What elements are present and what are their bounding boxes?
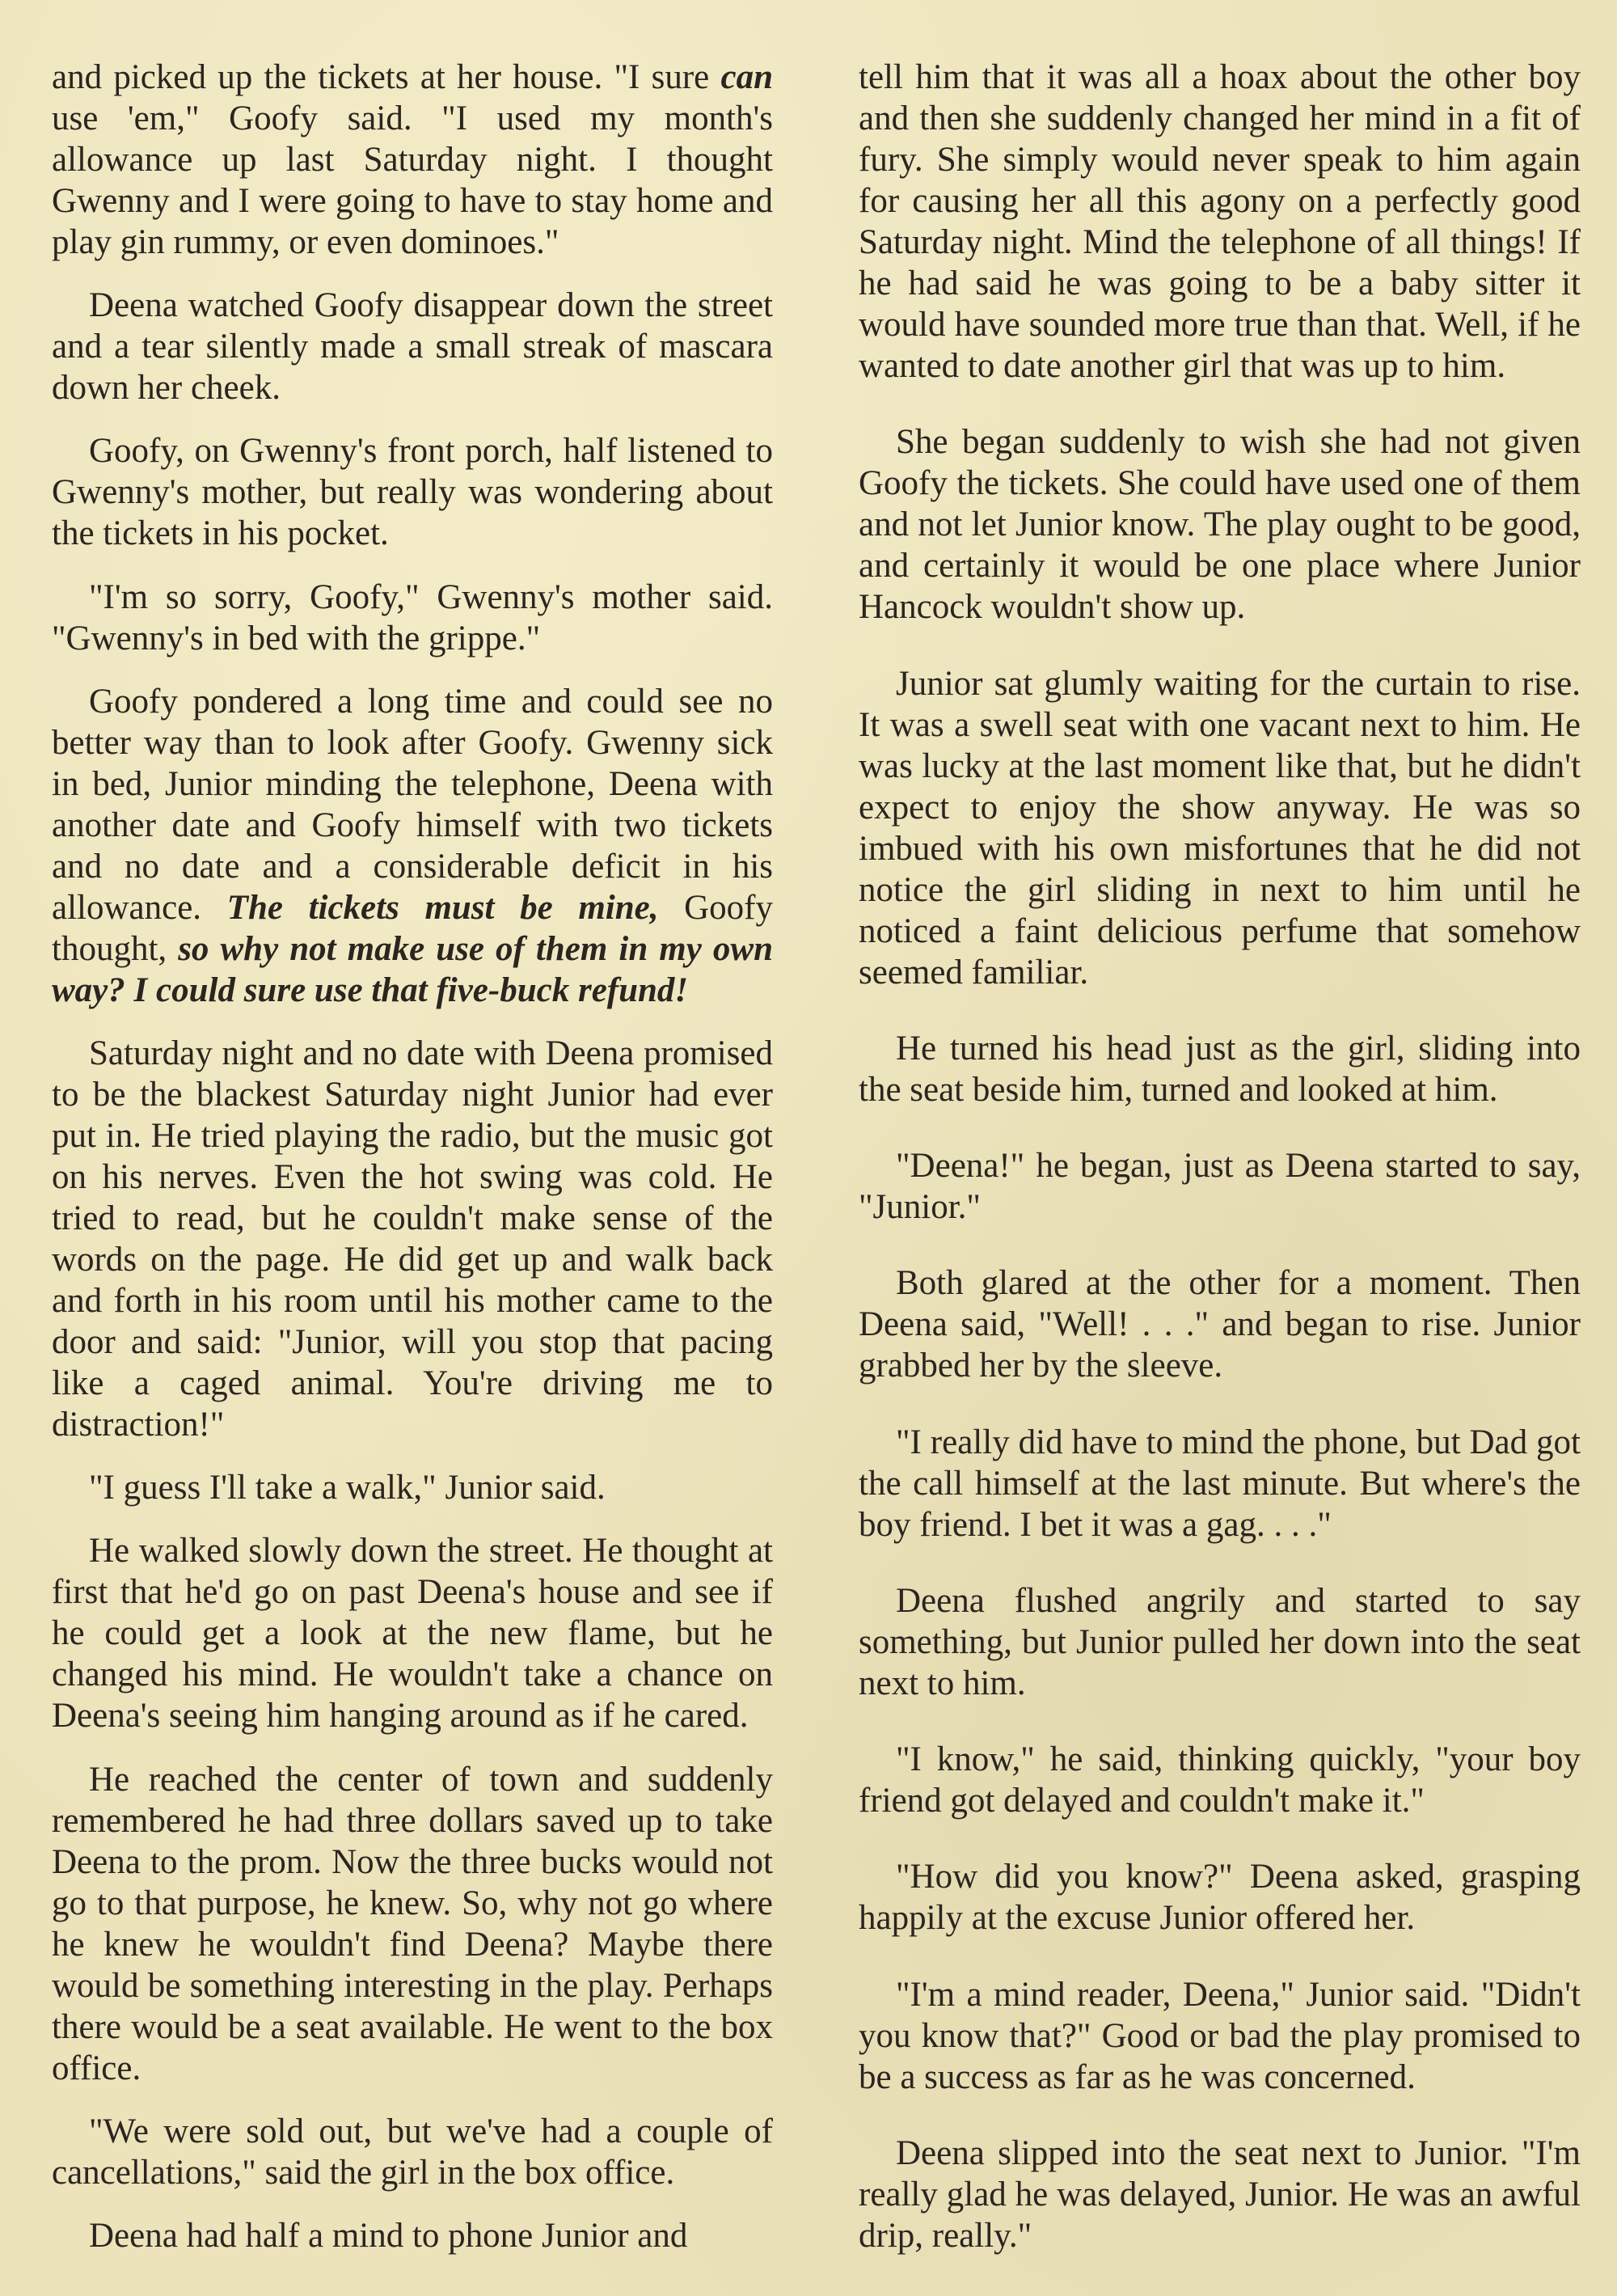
text-segment: Goofy pondered a long time and could see no better way than to look after Goofy. Gwenny sick in bed, Junior minding the telephone, Deena with another date and Goofy himself with two tickets and no date and a considerable deficit in his allowance. xyxy=(52,682,773,927)
text-segment: Deena had half a mind to phone Junior and xyxy=(89,2216,688,2255)
text-segment: Saturday night and no date with Deena promised to be the blackest Saturday night Junior had ever put in. He tried playing the radio, but the music got on his nerves. Even the hot swing was cold. He tried to read, but he couldn't make sense of the words on the page. He did get up and walk back and forth in his room until his mother came to the door and said: "Junior, will you stop that pacing like a caged animal. You're driving me to distraction!" xyxy=(52,1034,773,1444)
text-segment: "I know," he said, thinking quickly, "your boy friend got delayed and couldn't make it." xyxy=(859,1740,1581,1820)
text-segment: Deena watched Goofy disappear down the street and a tear silently made a small streak of mascara down her cheek. xyxy=(52,286,773,408)
right-text-column xyxy=(859,57,1581,2256)
text-segment: He turned his head just as the girl, sliding into the seat beside him, turned and looked at him. xyxy=(859,1029,1581,1109)
story-paragraph xyxy=(52,1759,773,2089)
story-paragraph xyxy=(859,1028,1581,1110)
story-paragraph xyxy=(859,2133,1581,2256)
text-segment: Both glared at the other for a moment. Then Deena said, "Well! . . ." and began to rise. Junior grabbed her by the sleeve. xyxy=(859,1264,1581,1385)
italic-text-segment: The tickets must be mine, xyxy=(226,888,659,927)
story-paragraph xyxy=(52,1530,773,1736)
text-segment: She began suddenly to wish she had not given Goofy the tickets. She could have used one of them and not let Junior know. The play ought to be good, and certainly it would be one place where Junior Hancock wouldn't show up. xyxy=(859,423,1581,627)
italic-text-segment: so why not make use of them in my own way? I could sure use that five-buck refund! xyxy=(52,929,773,1009)
story-paragraph xyxy=(52,1467,773,1508)
text-segment: "I'm a mind reader, Deena," Junior said. "Didn't you know that?" Good or bad the play promised to be a success as far as he was concerned. xyxy=(859,1975,1581,2096)
story-paragraph xyxy=(52,577,773,659)
story-paragraph xyxy=(859,1262,1581,1386)
left-text-column xyxy=(52,57,773,2256)
text-segment: He walked slowly down the street. He thought at first that he'd go on past Deena's house and see if he could get a look at the new flame, but he changed his mind. He wouldn't take a chance on Deena's seeing him hanging around as if he cared. xyxy=(52,1532,773,1736)
story-paragraph xyxy=(52,2111,773,2193)
story-paragraph xyxy=(52,2215,773,2256)
story-paragraph xyxy=(859,1856,1581,1939)
story-paragraph xyxy=(859,57,1581,387)
text-segment: Goofy thought, xyxy=(52,888,773,968)
column-gutter xyxy=(800,49,833,2264)
story-paragraph xyxy=(859,663,1581,993)
story-paragraph xyxy=(52,57,773,263)
text-segment: Goofy, on Gwenny's front porch, half listened to Gwenny's mother, but really was wondering about the tickets in his pocket. xyxy=(52,432,773,553)
text-segment: "I guess I'll take a walk," Junior said. xyxy=(89,1469,606,1507)
text-segment: Junior sat glumly waiting for the curtain to rise. It was a swell seat with one vacant next to him. He was lucky at the last moment like that, but he didn't expect to enjoy the show anyway. He was so imbued with his own misfortunes that he did not notice the girl sliding in next to him until he noticed a faint delicious perfume that somehow seemed familiar. xyxy=(859,664,1581,992)
text-segment: use 'em," Goofy said. "I used my month's allowance up last Saturday night. I thought Gwenny and I were going to have to stay home and play gin rummy, or even dominoes." xyxy=(52,99,773,261)
text-segment: Deena flushed angrily and started to say something, but Junior pulled her down into the seat next to him. xyxy=(859,1581,1581,1702)
story-paragraph xyxy=(859,1422,1581,1545)
text-segment: tell him that it was all a hoax about the other boy and then she suddenly changed her mind in a fit of fury. She simply would never speak to him again for causing her all this agony on a perfectly good Saturday night. Mind the telephone of all things! If he had said he was going to be a baby sitter it would have sounded more true than that. Well, if he wanted to date another girl that was up to him. xyxy=(859,58,1581,385)
story-paragraph xyxy=(859,1580,1581,1704)
text-segment: "How did you know?" Deena asked, grasping happily at the excuse Junior offered her. xyxy=(859,1858,1581,1938)
story-paragraph xyxy=(52,430,773,554)
story-paragraph xyxy=(859,1974,1581,2098)
story-paragraph xyxy=(52,1033,773,1445)
text-segment: "I'm so sorry, Goofy," Gwenny's mother said. "Gwenny's in bed with the grippe." xyxy=(52,577,773,658)
text-segment: "We were sold out, but we've had a couple of cancellations," said the girl in the box office. xyxy=(52,2112,773,2192)
story-paragraph xyxy=(52,681,773,1011)
text-segment: "I really did have to mind the phone, but Dad got the call himself at the last minute. But where's the boy friend. I bet it was a gag. . . ." xyxy=(859,1423,1581,1544)
italic-text-segment: can xyxy=(720,58,773,96)
text-segment: and picked up the tickets at her house. "I sure xyxy=(52,58,721,96)
story-paragraph xyxy=(859,421,1581,628)
text-segment: He reached the center of town and suddenly remembered he had three dollars saved up to take Deena to the prom. Now the three bucks would not go to that purpose, he knew. So, why not go where he knew he wouldn't find Deena? Maybe there would be something interesting in the play. Perhaps there would be a seat available. He went to the box office. xyxy=(52,1760,773,2087)
text-segment: "Deena!" he began, just as Deena started to say, "Junior." xyxy=(859,1147,1581,1227)
text-segment: Deena slipped into the seat next to Junior. "I'm really glad he was delayed, Junior. He was an awful drip, really." xyxy=(859,2133,1581,2255)
story-paragraph xyxy=(859,1145,1581,1228)
story-paragraph xyxy=(859,1739,1581,1821)
story-paragraph xyxy=(52,285,773,408)
